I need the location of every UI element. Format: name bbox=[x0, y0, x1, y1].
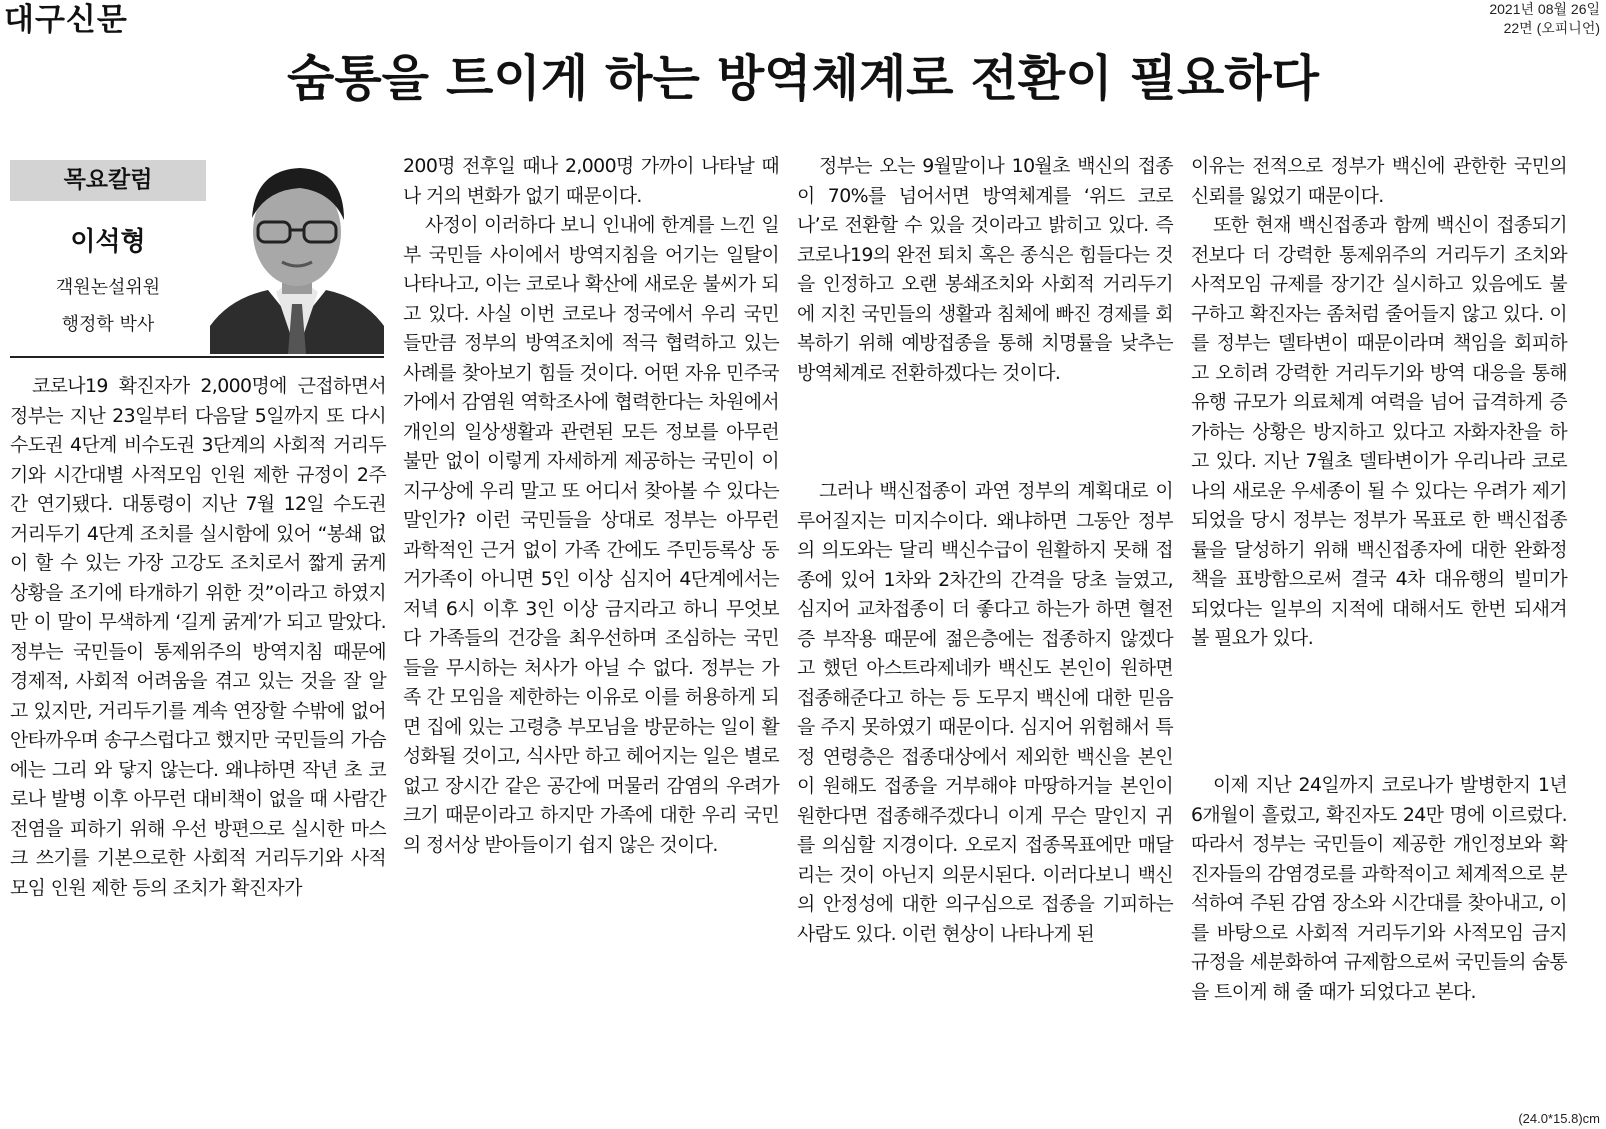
column-name-tag: 목요칼럼 bbox=[10, 160, 206, 201]
author-title: 객원논설위원 bbox=[55, 277, 161, 298]
author-degree: 행정학 박사 bbox=[61, 314, 155, 335]
column-3-paragraph-1: 정부는 오는 9월말이나 10월초 백신의 접종이 70%를 넘어서면 방역체계를 ‘위드 코로나’로 전환할 수 있을 것이라고 밝히고 있다. 즉 코로나19의 완전 퇴치 혹은 종식은 힘들다는 것을 인정하고 오랜 봉쇄조치와 사회적 거리두기에 지친 국민들의 생활과 침체에 빠진 경제를 회복하기 위해 예방접종을 통해 치명률을 낮추는 방역체계로 전환하겠다는 것이다. bbox=[797, 155, 1173, 384]
column-4-paragraph-1: 또한 현재 백신접종과 함께 백신이 접종되기 전보다 더 강력한 통제위주의 거리두기 조치와 사적모임 규제를 장기간 실시하고 있음에도 불구하고 확진자는 좀처럼 줄어들지 않고 있다. 이를 정부는 델타변이 때문이라며 책임을 회피하고 오히려 강력한 거리두기와 방역 대응을 통해 유행 규모가 의료체계 여력을 넘어 급격하게 증가하는 상황은 방지하고 있다고 자화자찬을 하고 있다. 지난 7월초 델타변이가 우리나라 코로나의 새로운 우세종이 될 수 있다는 우려가 제기되었을 당시 정부는 정부가 목표로 한 백신접종률을 달성하기 위해 백신접종자에 대한 완화정책을 표방함으로써 결국 4차 대유행의 빌미가 되었다는 일부의 지적에 대해서도 한번 되새겨 볼 필요가 있다. bbox=[1191, 214, 1567, 649]
article-size-note: (24.0*15.8)cm bbox=[1518, 1111, 1600, 1126]
column-3-paragraph-2: 그러나 백신접종이 과연 정부의 계획대로 이루어질지는 미지수이다. 왜냐하면 그동안 정부의 의도와는 달리 백신수급이 원활하지 못해 접종에 있어 1차와 2차간의 간격을 당초 늘였고, 심지어 교차접종이 더 좋다고 하는가 하면 혈전증 부작용 때문에 젊은층에는 접종하지 않겠다고 했던 아스트라제네카 백신도 본인이 원하면 접종해준다고 하는 등 도무지 백신에 대한 믿음을 주지 못하였기 때문이다. 심지어 위험해서 특정 연령층은 접종대상에서 제외한 백신을 본인이 원해도 접종을 거부해야 마땅하거늘 본인이 원한다면 접종해주겠다니 이게 무슨 말인지 귀를 의심할 지경이다. 오로지 접종목표에만 매달리는 것이 아닌지 의문시된다. 이러다보니 백신의 안정성에 대한 의구심으로 접종을 기피하는 사람도 있다. 이런 현상이 나타나게 된 bbox=[797, 480, 1173, 945]
column-2-continuation: 200명 전후일 때나 2,000명 가까이 나타날 때나 거의 변화가 없기 때문이다. bbox=[403, 155, 779, 207]
article-headline: 숨통을 트이게 하는 방역체계로 전환이 필요하다 bbox=[287, 49, 1319, 107]
column-4-continuation: 이유는 전적으로 정부가 백신에 관한한 국민의 신뢰를 잃었기 때문이다. bbox=[1191, 155, 1567, 207]
issue-date: 2021년 08월 26일 bbox=[1489, 1, 1600, 17]
byline-box bbox=[10, 158, 384, 358]
issue-info bbox=[1489, 0, 1600, 38]
newspaper-masthead: 대구신문 bbox=[4, 2, 128, 38]
author-portrait-photo bbox=[210, 158, 384, 354]
column-4-paragraph-2: 이제 지난 24일까지 코로나가 발병한지 1년 6개월이 흘렀고, 확진자도 24만 명에 이르렀다. 따라서 정부는 국민들이 제공한 개인정보와 확진자들의 감염경로를 과학적이고 체계적으로 분석하여 주된 감염 장소와 시간대를 찾아내고, 이를 바탕으로 사회적 거리두기와 사적모임 금지 규정을 세분화하여 규제함으로써 국민들의 숨통을 트이게 해 줄 때가 되었다고 본다. bbox=[1191, 774, 1567, 1003]
column-1-text: 코로나19 확진자가 2,000명에 근접하면서 정부는 지난 23일부터 다음달 5일까지 또 다시 수도권 4단계 비수도권 3단계의 사회적 거리두기와 시간대별 사적모임 인원 제한 규정이 2주간 연기됐다. 대통령이 지난 7월 12일 수도권 거리두기 4단계 조치를 실시함에 있어 “봉쇄 없이 할 수 있는 가장 고강도 조치로서 짧게 굵게 상황을 조기에 타개하기 위한 것”이라고 하였지만 이 말이 무색하게 ‘길게 굵게’가 되고 말았다. 정부는 국민들이 통제위주의 방역지침 때문에 경제적, 사회적 어려움을 겪고 있는 것을 잘 알고 있지만, 거리두기를 계속 연장할 수밖에 없어 안타까우며 송구스럽다고 했지만 국민들의 가슴에는 그리 와 닿지 않는다. 왜냐하면 작년 초 코로나 발병 이후 아무런 대비책이 없을 때 사람간 전염을 피하기 위해 우선 방편으로 실시한 마스크 쓰기를 기본으로한 사회적 거리두기와 사적모임 인원 제한 등의 조치가 확진자가 bbox=[10, 375, 386, 899]
author-name: 이석형 bbox=[70, 227, 146, 257]
issue-page: 22면 (오피니언) bbox=[1503, 20, 1600, 36]
column-2-paragraph: 사정이 이러하다 보니 인내에 한계를 느낀 일부 국민들 사이에서 방역지침을 어기는 일탈이 나타나고, 이는 코로나 확산에 새로운 불씨가 되고 있다. 사실 이번 코로나 정국에서 우리 국민들만큼 정부의 방역조치에 적극 협력하고 있는 사례를 찾아보기 힘들 것이다. 어떤 자유 민주국가에서 감염원 역학조사에 협력한다는 차원에서 개인의 일상생활과 관련된 모든 정보를 아무런 불만 없이 이렇게 자세하게 제공하는 국민이 이 지구상에 우리 말고 또 어디서 찾아볼 수 있다는 말인가? 이런 국민들을 상대로 정부는 아무런 과학적인 근거 없이 가족 간에도 주민등록상 동거가족이 아니면 5인 이상 심지어 4단계에서는 저녁 6시 이후 3인 이상 금지라고 하니 무엇보다 가족들의 건강을 최우선하며 조심하는 국민들을 무시하는 처사가 아닐 수 없다. 정부는 가족 간 모임을 제한하는 이유로 이를 허용하게 되면 집에 있는 고령층 부모님을 방문하는 일이 활성화될 것이고, 식사만 하고 헤어지는 일은 별로 없고 장시간 같은 공간에 머물러 감염의 우려가 크기 때문이라고 하지만 가족에 대한 우리 국민의 정서상 받아들이기 쉽지 않은 것이다. bbox=[403, 214, 779, 856]
